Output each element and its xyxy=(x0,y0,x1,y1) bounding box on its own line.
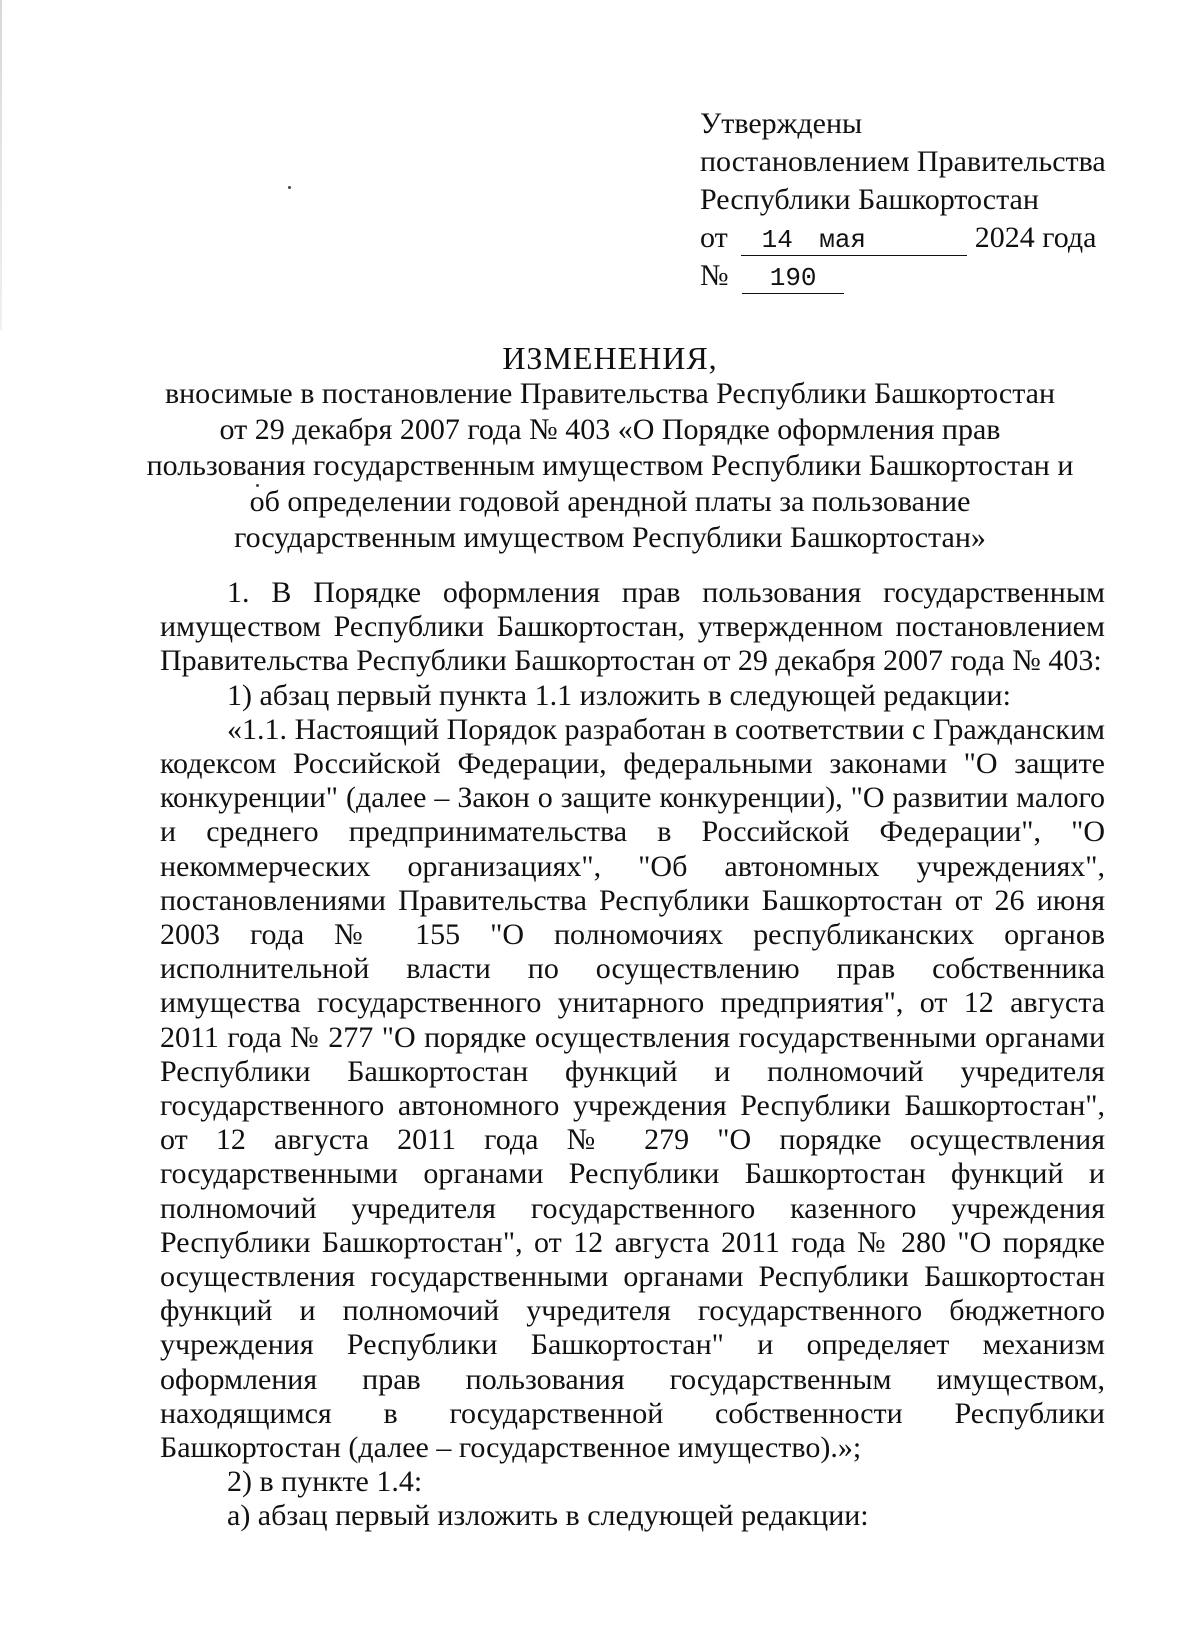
body-paragraph: 1. В Порядке оформления прав пользования государственным имуществом Республики Башкортостан, утвержденном постановлением Правительства Республики Башкортостан от 29 декабря 2007 года № 403: xyxy=(160,576,1105,678)
scan-edge-shadow xyxy=(0,0,2,330)
number-prefix: № xyxy=(700,259,729,292)
handwritten-month: мая xyxy=(813,225,967,256)
handwritten-number: 190 xyxy=(742,263,844,294)
handwritten-day: 14 xyxy=(741,225,813,256)
title-line: вносимые в постановление Правительства Республики Башкортостан xyxy=(164,377,1056,410)
body-paragraph: «1.1. Настоящий Порядок разработан в соответствии с Гражданским кодексом Российской Федерации, федеральными законами "О защите конкуренции" (далее – Закон о защите конкуренции), "О развитии малого и среднего предпринимательства в Российской Федерации", "О некоммерческих организациях", "Об автономных учреждениях", постановлениями Правительства Республики Башкортостан от 26 июня 2003 года № 155 "О полномочиях республиканских органов исполнительной власти по осуществлению прав собственника имущества государственного унитарного предприятия", от 12 августа 2011 года № 277 "О порядке осуществления государственными органами Республики Башкортостан функций и полномочий учредителя государственного автономного учреждения Республики Башкортостан", от 12 августа 2011 года № 279 "О порядке осуществления государственными органами Республики Башкортостан функций и полномочий учредителя государственного казенного учреждения Республики Башкортостан", от 12 августа 2011 года № 280 "О порядке осуществления государственными органами Республики Башкортостан функций и полномочий учредителя государственного бюджетного учреждения Республики Башкортостан" и определяет механизм оформления прав пользования государственным имуществом, находящимся в государственной собственности Республики Башкортостан (далее – государственное имущество).»; xyxy=(160,712,1105,1465)
body-paragraph: а) абзац первый изложить в следующей редакции: xyxy=(227,1499,869,1533)
approval-number-line xyxy=(700,257,1120,295)
body-paragraph: 2) в пункте 1.4: xyxy=(227,1465,423,1499)
approval-line: Утверждены xyxy=(700,107,863,140)
date-prefix: от xyxy=(700,221,728,254)
approval-date-line xyxy=(700,219,1120,257)
scan-speck xyxy=(288,186,291,189)
title-line: государственным имуществом Республики Башкортостан» xyxy=(234,521,986,554)
document-title xyxy=(130,340,1090,556)
title-line: об определении годовой арендной платы за пользование xyxy=(249,485,971,518)
title-heading: ИЗМЕНЕНИЯ, xyxy=(502,340,718,376)
approval-stamp-block xyxy=(700,105,1120,295)
approval-line: Республики Башкортостан xyxy=(700,183,1039,216)
title-line: пользования государственным имуществом Республики Башкортостан и xyxy=(146,449,1074,482)
title-line: от 29 декабря 2007 года № 403 «О Порядке оформления прав xyxy=(219,413,1001,446)
date-year: 2024 года xyxy=(974,221,1097,254)
approval-line: постановлением Правительства xyxy=(700,145,1106,178)
document-body xyxy=(160,576,1105,1534)
body-paragraph: 1) абзац первый пункта 1.1 изложить в следующей редакции: xyxy=(227,678,1011,712)
